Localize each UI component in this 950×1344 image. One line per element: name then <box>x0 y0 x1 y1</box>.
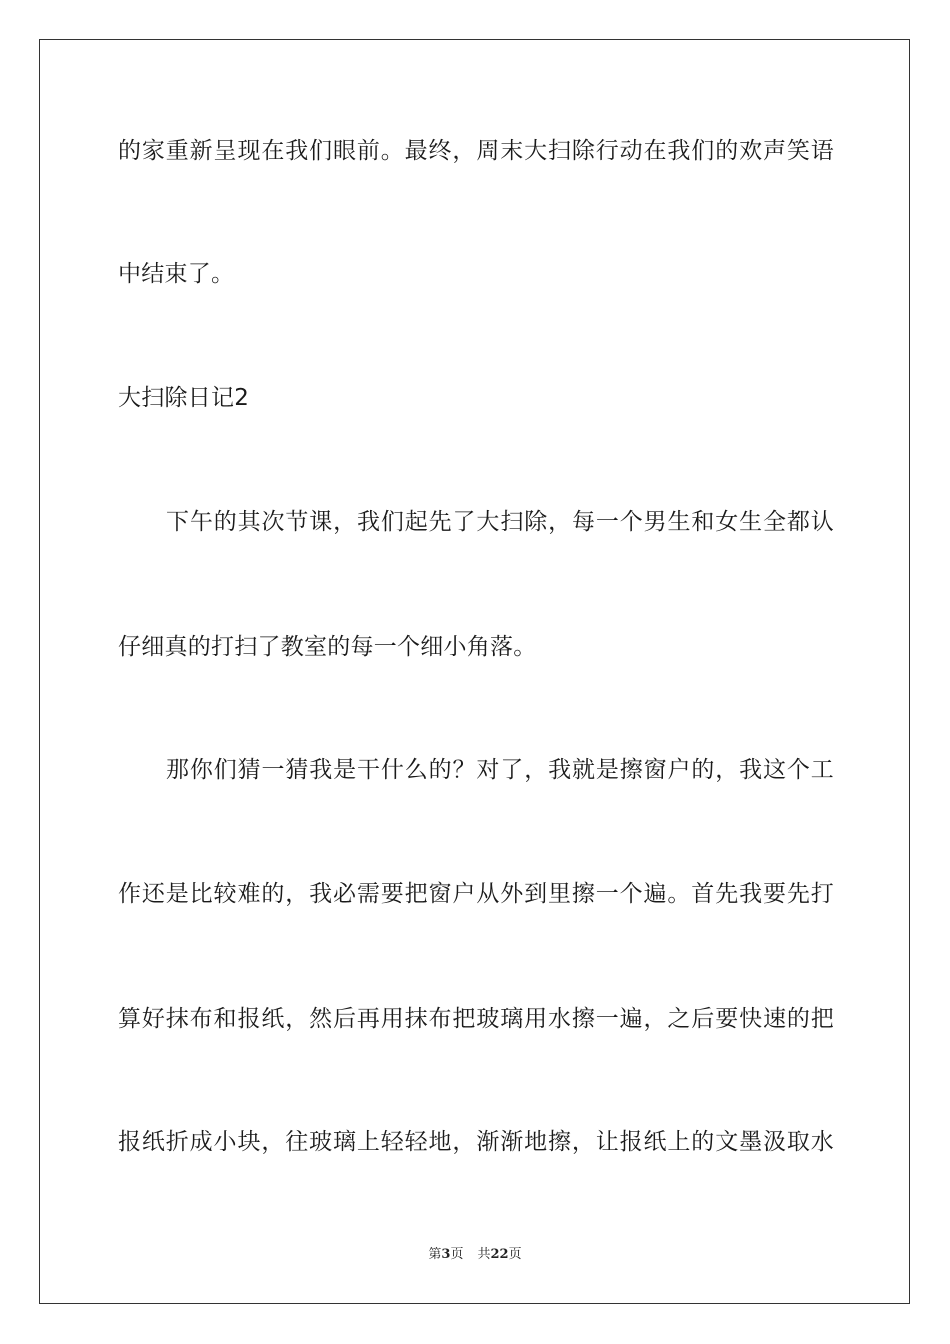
page-footer <box>0 1246 950 1264</box>
paragraph-line-8: 报纸折成小块，往玻璃上轻轻地，渐渐地擦，让报纸上的文墨汲取水 <box>118 1129 834 1155</box>
page-suffix: 页 <box>450 1247 464 1262</box>
total-pages: 22 <box>490 1247 509 1262</box>
total-suffix: 页 <box>508 1247 522 1262</box>
paragraph-line-6: 作还是比较难的，我必需要把窗户从外到里擦一个遍。首先我要先打 <box>118 881 834 907</box>
paragraph-line-5: 那你们猜一猜我是干什么的？对了，我就是擦窗户的，我这个工 <box>166 757 834 783</box>
section-heading: 大扫除日记2 <box>118 385 250 411</box>
paragraph-line-1: 的家重新呈现在我们眼前。最终，周末大扫除行动在我们的欢声笑语 <box>118 138 834 164</box>
paragraph-line-3: 下午的其次节课，我们起先了大扫除，每一个男生和女生全都认 <box>166 509 834 535</box>
page-border <box>39 39 910 1304</box>
total-prefix: 共 <box>477 1247 491 1262</box>
paragraph-line-4: 仔细真的打扫了教室的每一个细小角落。 <box>118 634 537 660</box>
page-number: 3 <box>441 1247 451 1262</box>
paragraph-line-2: 中结束了。 <box>118 261 235 287</box>
page-prefix: 第 <box>428 1247 442 1262</box>
paragraph-line-7: 算好抹布和报纸，然后再用抹布把玻璃用水擦一遍，之后要快速的把 <box>118 1006 834 1032</box>
